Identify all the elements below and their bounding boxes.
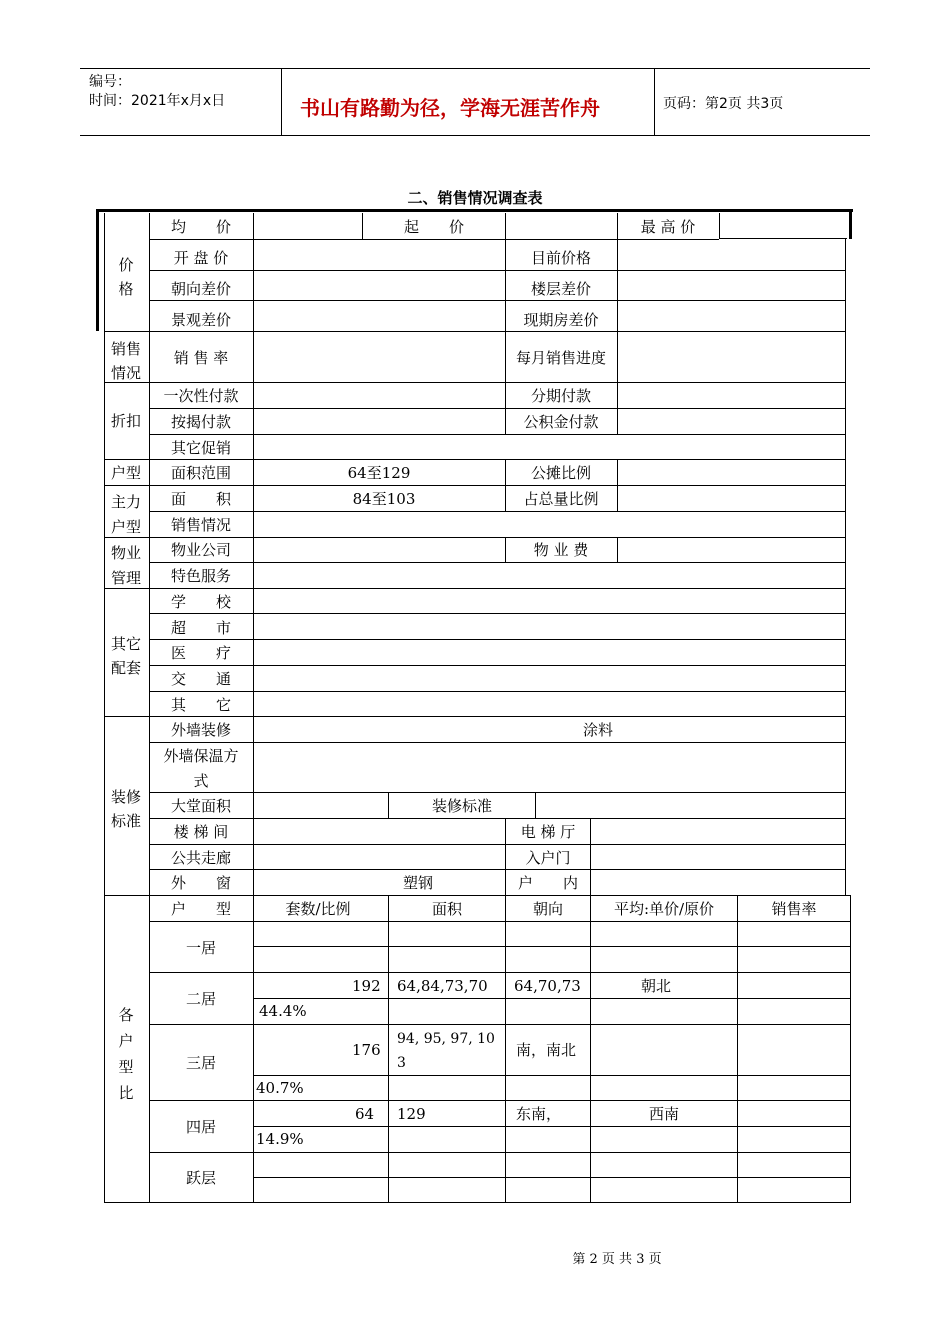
section-sales: 销售 情况 bbox=[110, 340, 142, 382]
label-corridor: 公共走廊 bbox=[170, 849, 232, 867]
label-installment: 分期付款 bbox=[530, 387, 592, 405]
section-discount: 折扣 bbox=[110, 412, 142, 430]
table-right-border bbox=[845, 239, 846, 895]
label-exterior-wall: 外墙装修 bbox=[170, 721, 232, 739]
unit-row-price: 朝北 bbox=[640, 977, 672, 995]
table-title: 二、销售情况调查表 bbox=[407, 189, 543, 207]
label-column-line bbox=[149, 213, 150, 1203]
label-view-diff: 景观差价 bbox=[170, 311, 232, 329]
unit-row-ratio: 44.4% bbox=[259, 1002, 307, 1020]
label-exterior-window: 外 窗 bbox=[170, 874, 232, 892]
table-top-border bbox=[97, 209, 853, 212]
thick-right-border bbox=[849, 209, 852, 239]
unit-row-type: 三居 bbox=[185, 1054, 217, 1072]
unit-row-area: 64,84,73,70 bbox=[397, 977, 488, 995]
label-max-price: 最 高 价 bbox=[640, 218, 696, 236]
label-shared-ratio: 公摊比例 bbox=[530, 464, 592, 482]
section-main-unit: 主力 户型 bbox=[110, 493, 142, 536]
label-lump-sum: 一次性付款 bbox=[163, 387, 239, 405]
unit-row-price: 西南 bbox=[648, 1105, 680, 1123]
label-floor-diff: 楼层差价 bbox=[530, 280, 592, 298]
col-header-price: 平均:单价/原价 bbox=[613, 900, 715, 918]
motto: 书山有路勤为径，学海无涯苦作舟 bbox=[300, 96, 600, 120]
label-spot-diff: 现期房差价 bbox=[523, 311, 599, 329]
label-area: 面 积 bbox=[170, 490, 232, 508]
table-right-border-lower bbox=[850, 895, 851, 1203]
section-property: 物业 管理 bbox=[110, 544, 142, 587]
unit-row-count: 64 bbox=[355, 1105, 375, 1123]
label-medical: 医 疗 bbox=[170, 644, 232, 662]
value-area: 84至103 bbox=[352, 490, 416, 508]
label-total-ratio: 占总量比例 bbox=[523, 490, 599, 508]
label-indoor: 户 内 bbox=[517, 874, 579, 892]
label-others: 其 它 bbox=[170, 696, 232, 714]
header-divider bbox=[654, 68, 655, 135]
label-avg-price: 均 价 bbox=[170, 218, 232, 236]
header-top-rule bbox=[80, 68, 870, 69]
label-supermarket: 超 市 bbox=[170, 619, 232, 637]
label-insulation-line1: 外墙保温方 bbox=[163, 747, 239, 765]
label-sales-status: 销售情况 bbox=[170, 516, 232, 534]
label-orientation-diff: 朝向差价 bbox=[170, 280, 232, 298]
unit-row-count: 192 bbox=[352, 977, 381, 995]
unit-row-area-wrap: 3 bbox=[397, 1055, 406, 1071]
col-header-area: 面积 bbox=[431, 900, 463, 918]
label-pm-fee: 物 业 费 bbox=[533, 541, 589, 559]
label-entry-door: 入户门 bbox=[525, 849, 571, 867]
unit-row-ratio: 14.9% bbox=[256, 1130, 304, 1148]
label-current-price: 目前价格 bbox=[530, 249, 592, 267]
label-decor-std: 装修标准 bbox=[431, 797, 493, 815]
header-divider bbox=[281, 68, 282, 135]
label-opening-price: 开 盘 价 bbox=[173, 249, 229, 267]
col-header-sales-rate: 销售率 bbox=[771, 900, 817, 918]
number-label: 编号： bbox=[89, 74, 131, 90]
label-elevator-hall: 电 梯 厅 bbox=[520, 823, 576, 841]
label-sales-rate: 销 售 率 bbox=[173, 349, 229, 367]
value-exterior-window: 塑钢 bbox=[402, 874, 434, 892]
unit-row-ratio: 40.7% bbox=[256, 1079, 304, 1097]
unit-row-type: 二居 bbox=[185, 990, 217, 1008]
unit-row-type: 一居 bbox=[185, 939, 217, 957]
col-header-count: 套数/比例 bbox=[285, 900, 351, 918]
unit-row-area: 129 bbox=[397, 1105, 426, 1123]
label-fund: 公积金付款 bbox=[523, 413, 599, 431]
col-header-orientation: 朝向 bbox=[532, 900, 564, 918]
page-label: 页码：第2页 共3页 bbox=[663, 96, 784, 112]
time-label: 时间：2021年x月x日 bbox=[89, 93, 226, 109]
label-special-service: 特色服务 bbox=[170, 567, 232, 585]
label-insulation-line2: 式 bbox=[193, 772, 209, 790]
table-left-border bbox=[104, 213, 105, 1203]
value-exterior-wall: 涂料 bbox=[582, 721, 614, 739]
unit-row-orientation: 东南， bbox=[516, 1105, 562, 1123]
unit-row-area: 94, 95, 97, 10 bbox=[397, 1031, 495, 1047]
page-footer: 第 2 页 共 3 页 bbox=[572, 1252, 662, 1267]
col-header-unit: 户 型 bbox=[170, 900, 232, 918]
label-other-promo: 其它促销 bbox=[170, 439, 232, 457]
label-stairwell: 楼 梯 间 bbox=[173, 823, 229, 841]
unit-row-orientation: 南，南北 bbox=[516, 1041, 577, 1059]
unit-row-type: 跃层 bbox=[185, 1169, 217, 1187]
section-unit-ratio: 各 户 型 比 bbox=[118, 1006, 134, 1102]
unit-row-orientation: 64,70,73 bbox=[514, 977, 581, 995]
label-mortgage: 按揭付款 bbox=[170, 413, 232, 431]
header-bottom-rule bbox=[80, 135, 870, 136]
label-pm-company: 物业公司 bbox=[170, 541, 232, 559]
thick-left-border bbox=[96, 209, 99, 331]
label-start-price: 起 价 bbox=[403, 218, 465, 236]
section-price: 价 格 bbox=[118, 256, 134, 298]
section-decoration: 装修 标准 bbox=[110, 788, 142, 830]
section-facilities: 其它 配套 bbox=[110, 635, 142, 677]
unit-row-count: 176 bbox=[352, 1041, 381, 1059]
label-area-range: 面积范围 bbox=[170, 464, 232, 482]
value-area-range: 64至129 bbox=[347, 464, 411, 482]
label-school: 学 校 bbox=[170, 593, 232, 611]
unit-row-type: 四居 bbox=[185, 1118, 217, 1136]
section-unit-type: 户型 bbox=[110, 464, 142, 482]
label-lobby-area: 大堂面积 bbox=[170, 797, 232, 815]
label-monthly-progress: 每月销售进度 bbox=[515, 349, 607, 367]
label-traffic: 交 通 bbox=[170, 670, 232, 688]
